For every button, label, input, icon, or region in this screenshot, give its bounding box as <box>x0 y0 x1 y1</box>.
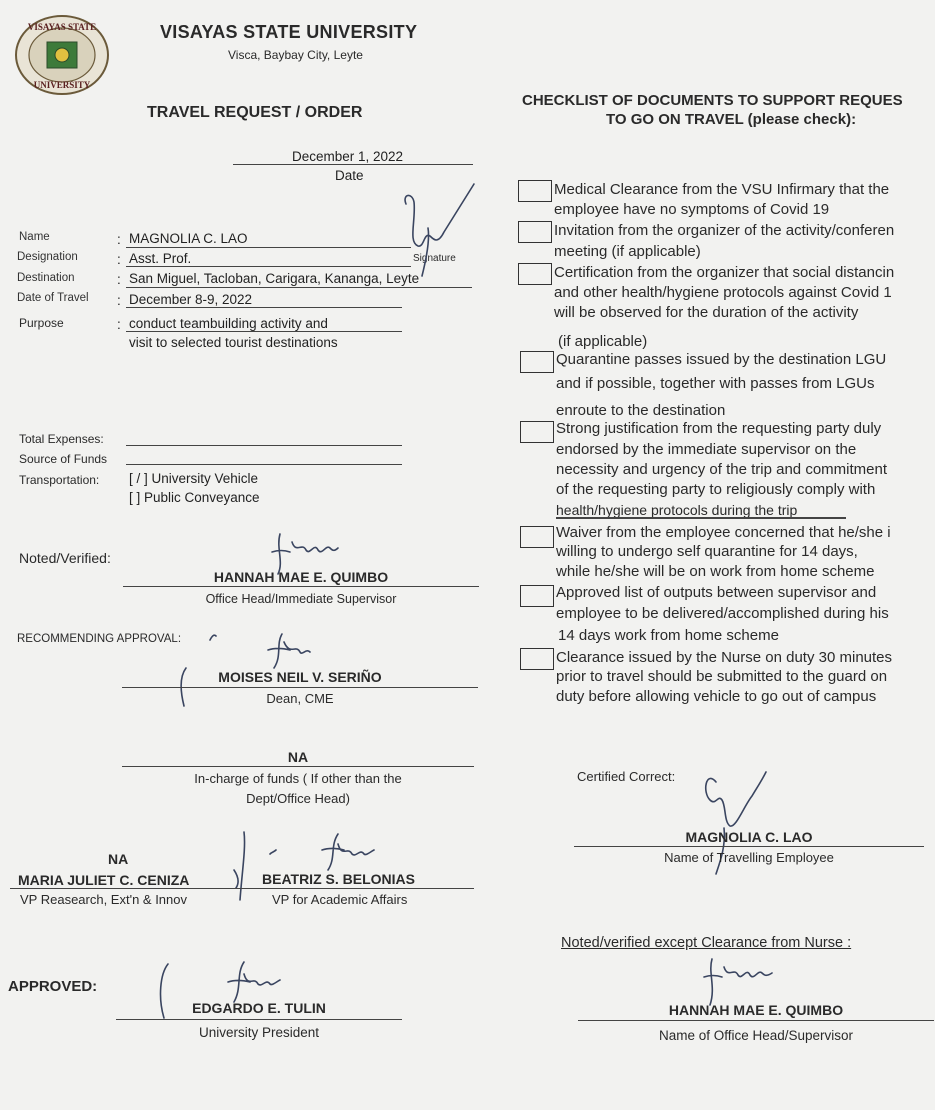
noted-signatory-title: Office Head/Immediate Supervisor <box>205 592 397 606</box>
checklist-item-6-line3: while he/she will be on work from home scheme <box>556 563 875 580</box>
noted-signatory-name: HANNAH MAE E. QUIMBO <box>213 569 389 585</box>
nurse-note-label: Noted/verified except Clearance from Nurse : <box>561 935 852 951</box>
field-value-date-of-travel: December 8-9, 2022 <box>129 292 253 307</box>
request-date-label: Date <box>335 168 364 183</box>
vp-research-title: VP Reasearch, Ext'n & Innov <box>20 892 188 907</box>
recommending-signatory-name: MOISES NEIL V. SERIÑO <box>218 669 382 685</box>
checklist-item-2-line1: Invitation from the organizer of the activity/conferen <box>554 222 895 239</box>
recommending-approval-label: RECOMMENDING APPROVAL: <box>17 633 182 645</box>
checklist-item-7-line3: 14 days work from home scheme <box>558 627 779 644</box>
approved-signatory-name: EDGARDO E. TULIN <box>192 1000 326 1016</box>
noted-verified-label: Noted/Verified: <box>19 550 111 566</box>
field-label-destination: Destination <box>17 272 75 284</box>
signature-label: Signature <box>413 253 456 264</box>
checklist-item-4-line3: enroute to the destination <box>556 402 726 419</box>
checklist-item-3-line2: and other health/hygiene protocols against Covid 1 <box>554 284 892 301</box>
vp-academic-title: VP for Academic Affairs <box>272 892 408 907</box>
checklist-title-line2: TO GO ON TRAVEL (please check): <box>606 111 857 128</box>
requester-signature <box>398 180 488 280</box>
certified-signatory-title: Name of Travelling Employee <box>664 850 834 865</box>
vp-research-na: NA <box>108 851 129 867</box>
checkbox-quarantine-passes[interactable] <box>520 351 554 373</box>
checklist-item-7-line1: Approved list of outputs between supervisor and <box>556 584 877 601</box>
field-label-designation: Designation <box>17 251 78 263</box>
checklist-item-5-line5: health/hygiene protocols during the trip <box>556 502 798 518</box>
checklist-item-1-line2: employee have no symptoms of Covid 19 <box>554 201 830 218</box>
transport-option-university-vehicle: [ / ] University Vehicle <box>129 471 259 486</box>
university-address: Visca, Baybay City, Leyte <box>228 48 363 62</box>
field-value-purpose-cont: visit to selected tourist destinations <box>129 335 338 350</box>
checklist-item-5-line2: endorsed by the immediate supervisor on the <box>556 441 857 458</box>
field-value-designation: Asst. Prof. <box>129 251 192 266</box>
checkbox-waiver[interactable] <box>520 526 554 548</box>
approved-label: APPROVED: <box>8 978 98 995</box>
checklist-item-3-line3: will be observed for the duration of the activity <box>554 304 859 321</box>
certified-signatory-name: MAGNOLIA C. LAO <box>685 829 813 845</box>
nurse-note-signatory-name: HANNAH MAE E. QUIMBO <box>668 1002 844 1018</box>
checklist-item-5-line3: necessity and urgency of the trip and commitment <box>556 461 887 478</box>
checkbox-approved-outputs[interactable] <box>520 585 554 607</box>
seal-lettering: VISAYAS STATE <box>27 22 97 32</box>
recommending-signatory-title: Dean, CME <box>266 691 334 706</box>
checklist-item-8-line1: Clearance issued by the Nurse on duty 30 minutes <box>556 649 893 666</box>
nurse-note-signatory-title: Name of Office Head/Supervisor <box>658 1028 854 1043</box>
approved-signatory-title: University President <box>198 1025 320 1040</box>
transportation-label: Transportation: <box>19 473 100 487</box>
checklist-item-3-line4: (if applicable) <box>558 333 648 350</box>
field-label-name: Name <box>19 231 50 243</box>
checkbox-nurse-clearance[interactable] <box>520 648 554 670</box>
source-of-funds-label: Source of Funds <box>19 452 108 466</box>
field-label-purpose: Purpose <box>19 316 64 330</box>
checklist-item-4-line1: Quarantine passes issued by the destination LGU <box>556 351 887 368</box>
university-name: VISAYAS STATE UNIVERSITY <box>160 22 418 42</box>
field-label-date-of-travel: Date of Travel <box>17 292 89 304</box>
checklist-item-5-line1: Strong justification from the requesting party duly <box>556 420 882 437</box>
checkbox-strong-justification[interactable] <box>520 421 554 443</box>
funds-incharge-title-line2: Dept/Office Head) <box>246 791 350 806</box>
checklist-item-2-line2: meeting (if applicable) <box>554 243 701 260</box>
checklist-item-1-line1: Medical Clearance from the VSU Infirmary that the <box>554 181 890 198</box>
request-date-value: December 1, 2022 <box>292 149 404 164</box>
vp-research-name: MARIA JULIET C. CENIZA <box>18 872 190 888</box>
funds-incharge-name: NA <box>287 749 309 765</box>
certified-correct-label: Certified Correct: <box>577 769 676 784</box>
form-title: TRAVEL REQUEST / ORDER <box>147 104 363 121</box>
field-value-purpose: conduct teambuilding activity and <box>129 316 328 331</box>
checkbox-medical-clearance[interactable] <box>518 180 552 202</box>
total-expenses-label: Total Expenses: <box>19 432 104 446</box>
checklist-item-3-line1: Certification from the organizer that social distancin <box>554 264 895 281</box>
funds-incharge-title-line1: In-charge of funds ( If other than the <box>194 771 402 786</box>
checkbox-certification[interactable] <box>518 263 552 285</box>
university-seal <box>14 14 110 96</box>
transport-option-public-conveyance: [ ] Public Conveyance <box>129 490 260 505</box>
checkbox-invitation[interactable] <box>518 221 552 243</box>
checklist-item-8-line2: prior to travel should be submitted to the guard on <box>556 668 888 685</box>
checklist-item-5-line4: of the requesting party to religiously comply with <box>556 481 876 498</box>
checklist-item-4-line2: and if possible, together with passes from LGUs <box>556 375 875 392</box>
vp-academic-name: BEATRIZ S. BELONIAS <box>262 871 415 887</box>
checklist-title-line1: CHECKLIST OF DOCUMENTS TO SUPPORT REQUES <box>522 92 903 109</box>
checklist-item-6-line2: willing to undergo self quarantine for 14 days, <box>556 543 858 560</box>
field-value-name: MAGNOLIA C. LAO <box>129 231 248 246</box>
checklist-item-8-line3: duty before allowing vehicle to go out of campus <box>556 688 877 705</box>
svg-text:UNIVERSITY: UNIVERSITY <box>33 80 91 90</box>
field-value-destination: San Miguel, Tacloban, Carigara, Kananga, Leyte <box>129 271 420 286</box>
checklist-item-6-line1: Waiver from the employee concerned that he/she i <box>556 524 891 541</box>
checklist-item-7-line2: employee to be delivered/accomplished during his <box>556 605 889 622</box>
